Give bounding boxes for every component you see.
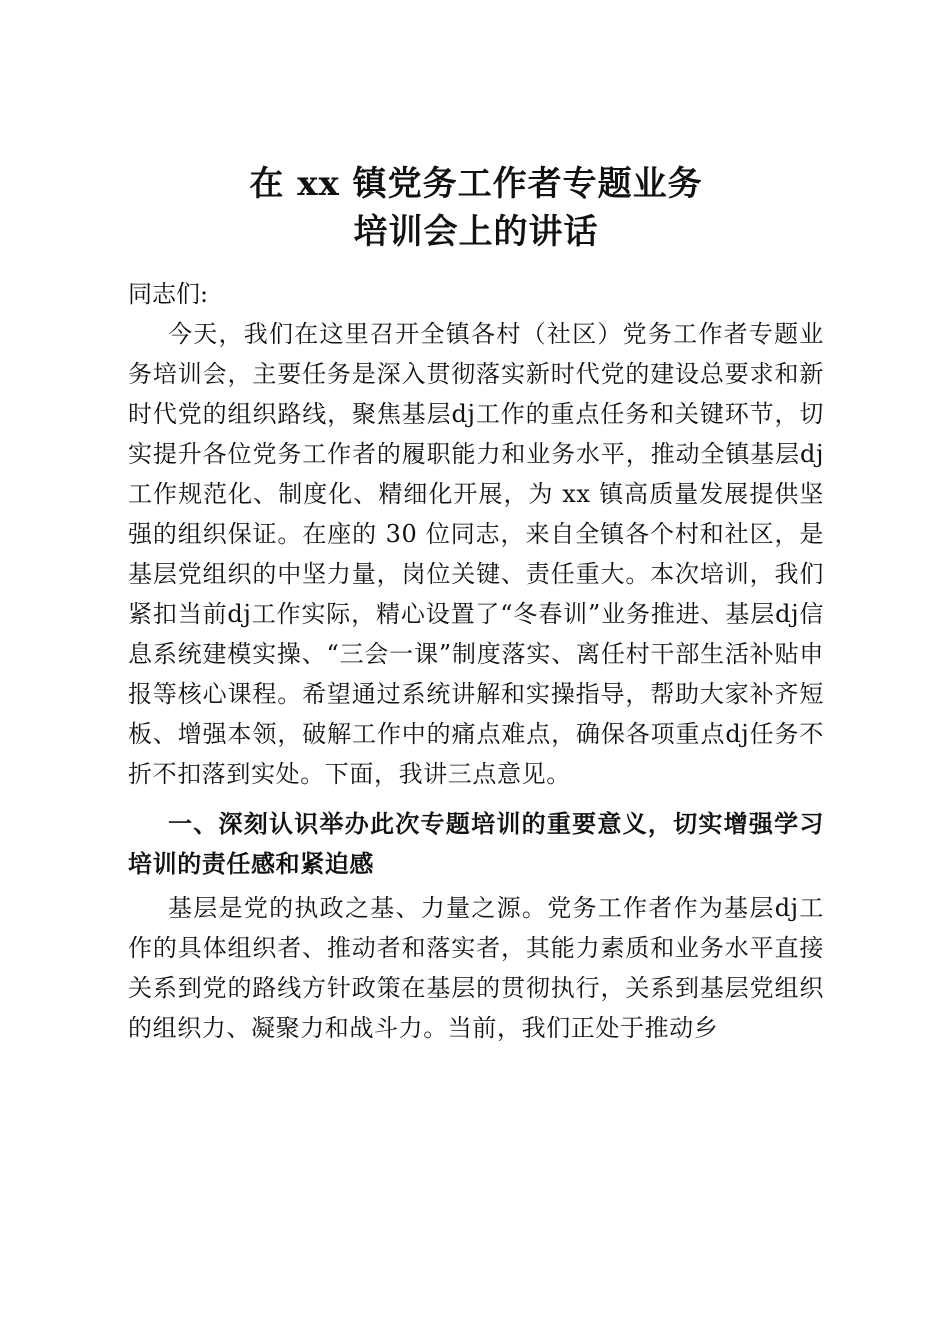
- section-heading-1: 一、深刻认识举办此次专题培训的重要意义，切实增强学习培训的责任感和紧迫感: [128, 809, 824, 878]
- paragraph-section-1: 基层是党的执政之基、力量之源。党务工作者作为基层dj工作的具体组织者、推动者和落实者，其能力素质和业务水平直接关系到党的路线方针政策在基层的贯彻执行，关系到基层党组织的组织力、凝聚力和战斗力。当前，我们正处于推动乡: [128, 894, 824, 1042]
- paragraph-intro: 今天，我们在这里召开全镇各村（社区）党务工作者专题业务培训会，主要任务是深入贯彻落实新时代党的建设总要求和新时代党的组织路线，聚焦基层dj工作的重点任务和关键环节，切实提升各位党务工作者的履职能力和业务水平，推动全镇基层dj工作规范化、制度化、精细化开展，为 xx 镇高质量发展提供坚强的组织保证。在座的 30 位同志，来自全镇各个村和社区，是基层党组织的中坚力量，岗位关键、责任重大。本次培训，我们紧扣当前dj工作实际，精心设置了“冬春训”业务推进、基层dj信息系统建模实操、“三会一课”制度落实、离任村干部生活补贴申报等核心课程。希望通过系统讲解和实操指导，帮助大家补齐短板、增强本领，破解工作中的痛点难点，确保各项重点dj任务不折不扣落到实处。下面，我讲三点意见。: [128, 320, 824, 788]
- salutation: 同志们:: [128, 280, 209, 308]
- document-title: [128, 160, 824, 256]
- document-page: [128, 160, 824, 1048]
- title-line-1: 在 xx 镇党务工作者专题业务: [249, 164, 703, 204]
- title-line-2: 培训会上的讲话: [353, 212, 599, 252]
